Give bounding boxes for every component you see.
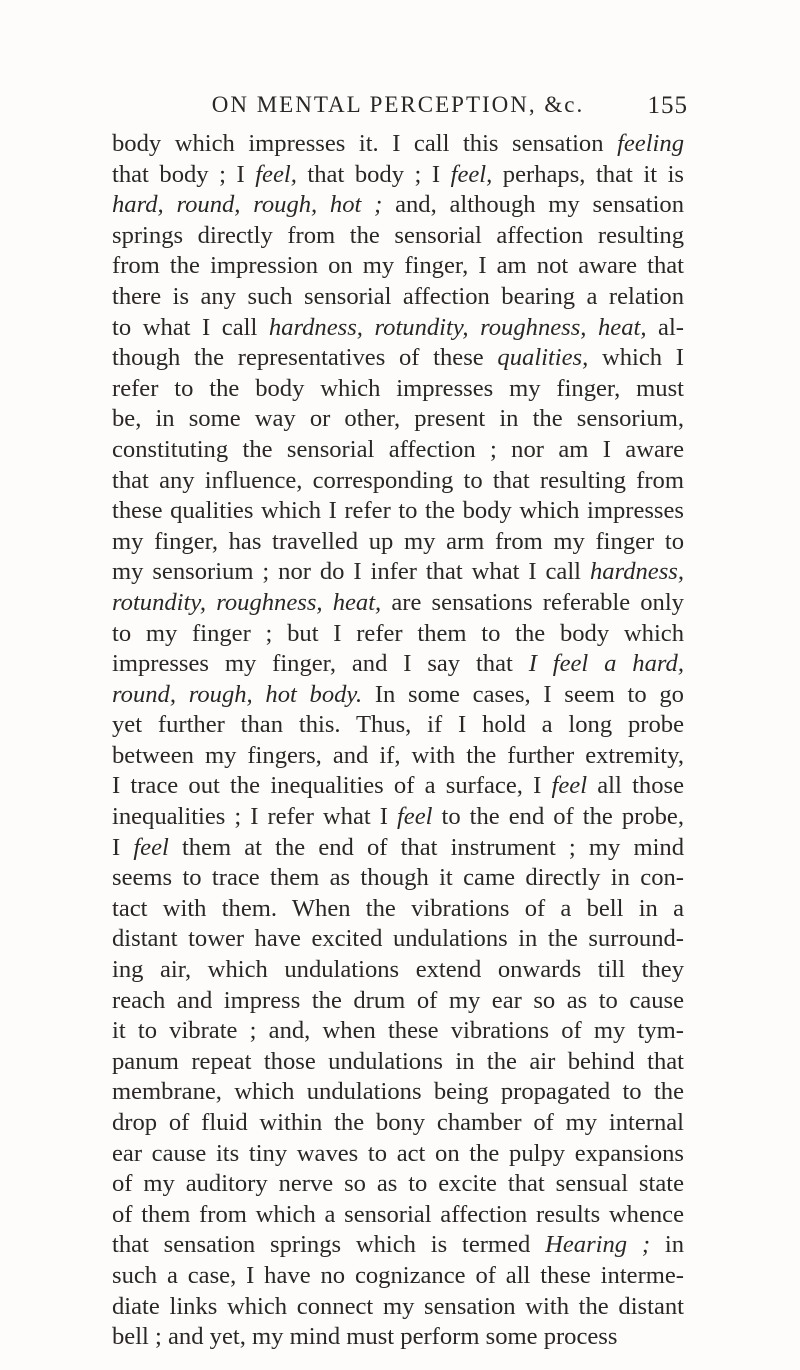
text-segment: though the representatives of these [112, 344, 498, 372]
text-segment: al- [646, 313, 684, 341]
text-line [112, 833, 684, 864]
text-segment: these qualities which I refer to the body which impresses [112, 497, 684, 525]
text-line [112, 435, 684, 466]
italic-text: hard, round, rough, hot ; [112, 191, 383, 219]
text-segment: to what I call [112, 313, 269, 341]
text-line [112, 1077, 684, 1108]
text-segment: of them from which a sensorial affection results whence [112, 1200, 684, 1228]
text-segment: yet further than this. Thus, if I hold a long probe [112, 711, 684, 739]
text-line [112, 802, 684, 833]
text-line [112, 741, 684, 772]
text-segment: seems to trace them as though it came directly in con- [112, 864, 684, 892]
text-line [112, 619, 684, 650]
text-segment: ear cause its tiny waves to act on the pulpy expansions [112, 1139, 684, 1167]
italic-text: feel [396, 803, 433, 831]
text-segment: that body ; I [112, 160, 256, 188]
text-segment: membrane, which undulations being propagated to the [112, 1078, 684, 1106]
running-head [108, 92, 688, 128]
italic-text: qualities, [497, 344, 589, 372]
text-line [112, 1261, 684, 1292]
text-line [112, 374, 684, 405]
text-segment: perhaps, that it is [492, 160, 684, 188]
text-segment: of my auditory nerve so as to excite that sensual state [112, 1170, 684, 1198]
text-segment: drop of fluid within the bony chamber of my internal [112, 1109, 684, 1136]
text-segment: body which impresses it. I call this sensation [112, 130, 618, 157]
text-line [112, 649, 684, 680]
text-line [112, 1200, 684, 1231]
text-segment: that sensation springs which is termed [112, 1231, 546, 1259]
text-segment: refer to the body which impresses my finger, must [112, 374, 684, 402]
text-line [112, 986, 684, 1017]
running-title: ON MENTAL PERCEPTION, &c. [211, 92, 585, 117]
text-segment: between my fingers, and if, with the further extremity, [112, 741, 684, 769]
text-segment: from the impression on my finger, I am not aware that [112, 252, 684, 280]
italic-text: round, rough, hot body. [112, 680, 363, 708]
italic-text: feel, [450, 160, 493, 188]
text-line [112, 557, 684, 588]
text-line [112, 771, 684, 802]
text-line [112, 190, 684, 221]
italic-text: rotundity, roughness, heat, [112, 588, 382, 616]
text-line [112, 527, 684, 558]
italic-text: Hearing ; [545, 1231, 651, 1259]
text-segment: inequalities ; I refer what I [112, 803, 397, 831]
text-line [112, 282, 684, 313]
text-line [112, 710, 684, 741]
text-line [112, 588, 684, 619]
text-line [112, 955, 684, 986]
text-line [112, 1139, 684, 1170]
text-segment: such a case, I have no cognizance of all these interme- [112, 1261, 684, 1289]
text-line [112, 129, 684, 160]
text-line [112, 496, 684, 527]
text-segment: in [650, 1231, 684, 1259]
italic-text: feel [551, 772, 588, 800]
text-segment: I [112, 833, 134, 861]
text-line [112, 1322, 684, 1353]
italic-text: hardness, [589, 558, 684, 586]
text-segment: reach and impress the drum of my ear so as to cause [112, 986, 684, 1014]
text-segment: that body ; I [296, 160, 451, 188]
text-line [112, 404, 684, 435]
text-segment: tact with them. When the vibrations of a bell in a [112, 894, 684, 922]
text-segment: constituting the sensorial affection ; nor am I aware [112, 435, 684, 463]
text-segment: and, although my sensation [382, 191, 684, 219]
text-line [112, 221, 684, 252]
text-line [112, 863, 684, 894]
italic-text: feel [133, 833, 169, 861]
text-segment: to the end of the probe, [432, 803, 684, 831]
text-segment: it to vibrate ; and, when these vibrations of my tym- [112, 1017, 684, 1045]
text-segment: are sensations referable only [381, 588, 684, 616]
text-line [112, 251, 684, 282]
text-segment: diate links which connect my sensation with the distant [112, 1292, 684, 1320]
text-line [112, 1230, 684, 1261]
text-line [112, 466, 684, 497]
text-segment: panum repeat those undulations in the air behind that [112, 1047, 684, 1075]
page-number: 155 [647, 92, 688, 119]
text-segment: my sensorium ; nor do I infer that what I call [112, 558, 590, 586]
text-line [112, 313, 684, 344]
text-line [112, 1169, 684, 1200]
text-segment: which I [588, 344, 684, 372]
text-segment: bell ; and yet, my mind must perform some process [112, 1323, 618, 1351]
italic-text: I feel a hard, [528, 650, 684, 678]
text-segment: distant tower have excited undulations in the surround- [112, 925, 684, 953]
text-segment: ing air, which undulations extend onwards till they [112, 956, 684, 984]
text-line [112, 1047, 684, 1078]
text-line [112, 894, 684, 925]
italic-text: feeling [617, 130, 684, 157]
text-segment: In some cases, I seem to go [362, 680, 684, 708]
italic-text: hardness, rotundity, roughness, heat, [268, 313, 647, 341]
text-segment: impresses my finger, and I say that [112, 650, 529, 678]
text-segment: that any influence, corresponding to that resulting from [112, 466, 684, 494]
italic-text: feel, [255, 160, 297, 188]
text-segment: to my finger ; but I refer them to the body which [112, 619, 684, 647]
text-line [112, 924, 684, 955]
body-text [112, 129, 684, 1353]
text-segment: springs directly from the sensorial affection resulting [112, 221, 684, 249]
text-segment: be, in some way or other, present in the sensorium, [112, 405, 684, 433]
text-segment: all those [587, 772, 684, 800]
text-segment: my finger, has travelled up my arm from my finger to [112, 527, 684, 555]
text-line [112, 1108, 684, 1139]
text-line [112, 1292, 684, 1323]
text-line [112, 160, 684, 191]
text-line [112, 343, 684, 374]
text-segment: them at the end of that instrument ; my mind [168, 833, 684, 861]
text-segment: I trace out the inequalities of a surface, I [112, 772, 552, 800]
text-line [112, 680, 684, 711]
text-segment: there is any such sensorial affection bearing a relation [112, 282, 684, 310]
text-line [112, 1016, 684, 1047]
